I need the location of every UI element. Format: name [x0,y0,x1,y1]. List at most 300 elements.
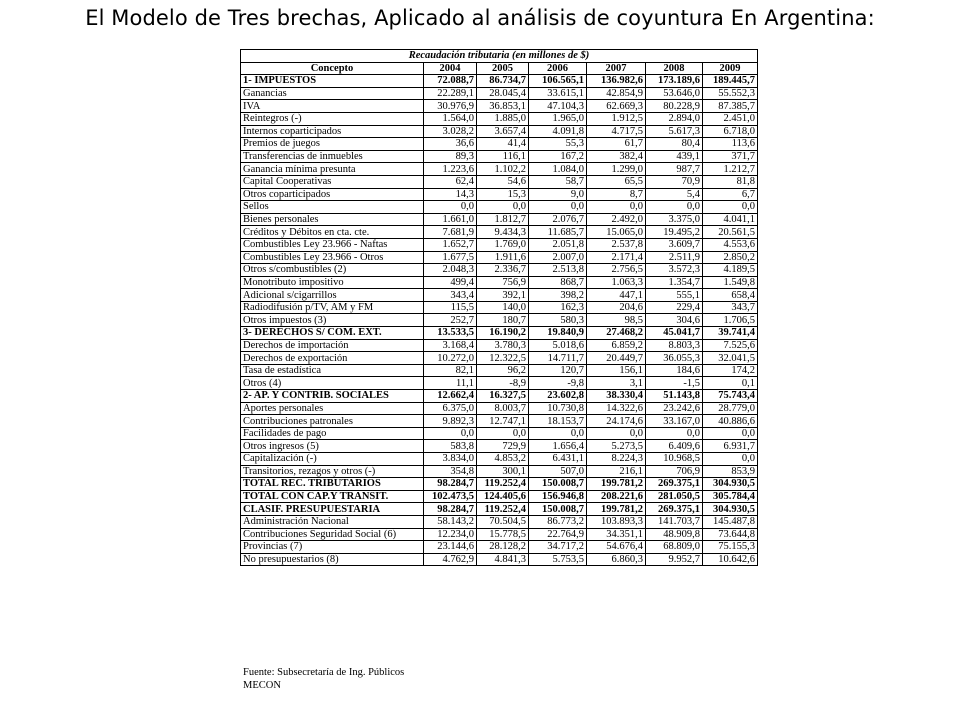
row-label: Capitalización (-) [241,453,424,466]
value-cell: 12.662,4 [424,390,477,403]
row-label: Reintegros (-) [241,112,424,125]
value-cell: 2.051,8 [529,238,587,251]
value-cell: 0,0 [703,201,758,214]
table-row [241,427,758,440]
year-header: 2009 [703,62,758,75]
value-cell: 6.375,0 [424,402,477,415]
value-cell: 40.886,6 [703,415,758,428]
value-cell: 11.685,7 [529,226,587,239]
value-cell: 30.976,9 [424,100,477,113]
value-cell: 98,5 [587,314,646,327]
value-cell: 12.747,1 [477,415,529,428]
value-cell: 3,1 [587,377,646,390]
value-cell: 439,1 [646,150,703,163]
value-cell: 0,0 [529,201,587,214]
value-cell: 14,3 [424,188,477,201]
row-label: Ganancia mínima presunta [241,163,424,176]
row-label: Combustibles Ley 23.966 - Naftas [241,238,424,251]
value-cell: 51.143,8 [646,390,703,403]
value-cell: 62,4 [424,175,477,188]
value-cell: 15.778,5 [477,528,529,541]
value-cell: 5.273,5 [587,440,646,453]
value-cell: 199.781,2 [587,478,646,491]
value-cell: 3.572,3 [646,264,703,277]
value-cell: 116,1 [477,150,529,163]
value-cell: 756,9 [477,276,529,289]
value-cell: 1.769,0 [477,238,529,251]
row-label: 2- AP. Y CONTRIB. SOCIALES [241,390,424,403]
value-cell: 0,0 [477,201,529,214]
value-cell: 1.354,7 [646,276,703,289]
value-cell: 3.834,0 [424,453,477,466]
value-cell: 73.644,8 [703,528,758,541]
value-cell: 75.743,4 [703,390,758,403]
revenue-table [240,49,758,566]
row-label: Internos coparticipados [241,125,424,138]
value-cell: 0,0 [646,427,703,440]
slide-title: El Modelo de Tres brechas, Aplicado al análisis de coyuntura En Argentina: [85,6,875,30]
value-cell: 4.189,5 [703,264,758,277]
value-cell: 300,1 [477,465,529,478]
value-cell: 18.153,7 [529,415,587,428]
table-row [241,465,758,478]
value-cell: 86.773,2 [529,515,587,528]
value-cell: 136.982,6 [587,75,646,88]
year-header: 2008 [646,62,703,75]
table-row [241,289,758,302]
value-cell: 42.854,9 [587,87,646,100]
row-label: Adicional s/cigarrillos [241,289,424,302]
row-label: TOTAL CON CAP.Y TRANSIT. [241,490,424,503]
value-cell: 113,6 [703,138,758,151]
value-cell: 1.706,5 [703,314,758,327]
value-cell: 5,4 [646,188,703,201]
value-cell: 0,0 [703,453,758,466]
value-cell: 868,7 [529,276,587,289]
value-cell: 15,3 [477,188,529,201]
value-cell: 0,0 [646,201,703,214]
value-cell: 36,6 [424,138,477,151]
value-cell: 68.809,0 [646,541,703,554]
value-cell: 0,0 [587,201,646,214]
value-cell: 555,1 [646,289,703,302]
row-label: Monotributo impositivo [241,276,424,289]
value-cell: 9.434,3 [477,226,529,239]
value-cell: 102.473,5 [424,490,477,503]
value-cell: 4.762,9 [424,553,477,566]
table-row [241,364,758,377]
value-cell: 6.431,1 [529,453,587,466]
value-cell: 80,4 [646,138,703,151]
value-cell: 304.930,5 [703,478,758,491]
value-cell: 61,7 [587,138,646,151]
value-cell: 70,9 [646,175,703,188]
value-cell: 1.084,0 [529,163,587,176]
value-cell: 3.657,4 [477,125,529,138]
value-cell: 27.468,2 [587,327,646,340]
value-cell: 3.375,0 [646,213,703,226]
value-cell: 4.853,2 [477,453,529,466]
value-cell: 70.504,5 [477,515,529,528]
value-cell: 2.007,0 [529,251,587,264]
value-cell: 184,6 [646,364,703,377]
year-header: 2004 [424,62,477,75]
value-cell: 343,4 [424,289,477,302]
row-label: Capital Cooperativas [241,175,424,188]
row-label: Sellos [241,201,424,214]
row-label: Créditos y Débitos en cta. cte. [241,226,424,239]
value-cell: 23.144,6 [424,541,477,554]
value-cell: 6,7 [703,188,758,201]
row-label: Otros ingresos (5) [241,440,424,453]
row-label: TOTAL REC. TRIBUTARIOS [241,478,424,491]
value-cell: 304,6 [646,314,703,327]
value-cell: 141.703,7 [646,515,703,528]
row-label: Radiodifusión p/TV, AM y FM [241,301,424,314]
value-cell: 23.242,6 [646,402,703,415]
value-cell: 89,3 [424,150,477,163]
value-cell: 11,1 [424,377,477,390]
value-cell: 269.375,1 [646,503,703,516]
value-cell: 2.451,0 [703,112,758,125]
value-cell: 398,2 [529,289,587,302]
value-cell: 499,4 [424,276,477,289]
value-cell: 3.780,3 [477,339,529,352]
value-cell: 304.930,5 [703,503,758,516]
value-cell: 103.893,3 [587,515,646,528]
value-cell: 124.405,6 [477,490,529,503]
value-cell: 199.781,2 [587,503,646,516]
value-cell: 145.487,8 [703,515,758,528]
value-cell: 7.525,6 [703,339,758,352]
value-cell: 1.885,0 [477,112,529,125]
table-row [241,251,758,264]
value-cell: 6.859,2 [587,339,646,352]
table-row [241,264,758,277]
value-cell: 162,3 [529,301,587,314]
value-cell: 45.041,7 [646,327,703,340]
value-cell: 9.892,3 [424,415,477,428]
value-cell: 3.168,4 [424,339,477,352]
value-cell: 4.717,5 [587,125,646,138]
value-cell: 1.677,5 [424,251,477,264]
row-label: No presupuestarios (8) [241,553,424,566]
value-cell: 32.041,5 [703,352,758,365]
row-label: Otros impuestos (3) [241,314,424,327]
year-header: 2005 [477,62,529,75]
value-cell: 20.449,7 [587,352,646,365]
row-label: Premios de juegos [241,138,424,151]
value-cell: 55,3 [529,138,587,151]
value-cell: 5.617,3 [646,125,703,138]
value-cell: 583,8 [424,440,477,453]
table-row [241,377,758,390]
value-cell: 8.003,7 [477,402,529,415]
value-cell: 174,2 [703,364,758,377]
value-cell: 36.055,3 [646,352,703,365]
row-label: Derechos de importación [241,339,424,352]
value-cell: 4.553,6 [703,238,758,251]
value-cell: 204,6 [587,301,646,314]
value-cell: 36.853,1 [477,100,529,113]
table-row [241,478,758,491]
value-cell: 24.174,6 [587,415,646,428]
value-cell: 8.224,3 [587,453,646,466]
table-row [241,87,758,100]
value-cell: 447,1 [587,289,646,302]
table-row [241,314,758,327]
value-cell: 173.189,6 [646,75,703,88]
row-label: Facilidades de pago [241,427,424,440]
value-cell: 371,7 [703,150,758,163]
value-cell: 580,3 [529,314,587,327]
concept-header: Concepto [241,62,424,75]
value-cell: 2.336,7 [477,264,529,277]
value-cell: 9.952,7 [646,553,703,566]
table-row [241,125,758,138]
value-cell: 55.552,3 [703,87,758,100]
value-cell: 12.234,0 [424,528,477,541]
value-cell: 119.252,4 [477,478,529,491]
table-row [241,112,758,125]
value-cell: 5.018,6 [529,339,587,352]
value-cell: 13.533,5 [424,327,477,340]
row-label: Provincias (7) [241,541,424,554]
row-label: Aportes personales [241,402,424,415]
value-cell: 0,0 [477,427,529,440]
value-cell: 10.968,5 [646,453,703,466]
value-cell: 305.784,4 [703,490,758,503]
value-cell: 96,2 [477,364,529,377]
value-cell: 9,0 [529,188,587,201]
table-row [241,150,758,163]
value-cell: 82,1 [424,364,477,377]
value-cell: 4.041,1 [703,213,758,226]
table-row [241,339,758,352]
value-cell: 2.894,0 [646,112,703,125]
value-cell: 2.756,5 [587,264,646,277]
value-cell: 382,4 [587,150,646,163]
row-label: Transitorios, rezagos y otros (-) [241,465,424,478]
table-row [241,201,758,214]
value-cell: 167,2 [529,150,587,163]
value-cell: 140,0 [477,301,529,314]
value-cell: 269.375,1 [646,478,703,491]
table-row [241,402,758,415]
value-cell: 1.652,7 [424,238,477,251]
value-cell: 1.212,7 [703,163,758,176]
value-cell: 8.803,3 [646,339,703,352]
table-row [241,528,758,541]
value-cell: 38.330,4 [587,390,646,403]
value-cell: 120,7 [529,364,587,377]
table-row [241,415,758,428]
value-cell: 150.008,7 [529,478,587,491]
value-cell: 1.911,6 [477,251,529,264]
table-row [241,238,758,251]
value-cell: 392,1 [477,289,529,302]
value-cell: 208.221,6 [587,490,646,503]
value-cell: 16.190,2 [477,327,529,340]
value-cell: 6.718,0 [703,125,758,138]
value-cell: -9,8 [529,377,587,390]
value-cell: 1.063,3 [587,276,646,289]
table-title: Recaudación tributaria (en millones de $) [241,50,758,63]
year-header: 2007 [587,62,646,75]
value-cell: 2.513,8 [529,264,587,277]
value-cell: 53.646,0 [646,87,703,100]
value-cell: 2.171,4 [587,251,646,264]
row-label: Bienes personales [241,213,424,226]
table-body [241,75,758,566]
value-cell: 5.753,5 [529,553,587,566]
value-cell: 229,4 [646,301,703,314]
value-cell: 2.048,3 [424,264,477,277]
value-cell: 3.028,2 [424,125,477,138]
value-cell: 19.840,9 [529,327,587,340]
value-cell: 72.088,7 [424,75,477,88]
value-cell: 48.909,8 [646,528,703,541]
table-row [241,352,758,365]
value-cell: -8,9 [477,377,529,390]
table-row [241,553,758,566]
table-row [241,490,758,503]
value-cell: 6.860,3 [587,553,646,566]
row-label: Administración Nacional [241,515,424,528]
value-cell: 10.642,6 [703,553,758,566]
table-row [241,390,758,403]
row-label: Otros (4) [241,377,424,390]
value-cell: 8,7 [587,188,646,201]
value-cell: 10.272,0 [424,352,477,365]
value-cell: 10.730,8 [529,402,587,415]
row-label: Otros coparticipados [241,188,424,201]
value-cell: 658,4 [703,289,758,302]
value-cell: 22.289,1 [424,87,477,100]
value-cell: 119.252,4 [477,503,529,516]
value-cell: 39.741,4 [703,327,758,340]
value-cell: 3.609,7 [646,238,703,251]
row-label: CLASIF. PRESUPUESTARIA [241,503,424,516]
value-cell: 1.656,4 [529,440,587,453]
table-row [241,440,758,453]
value-cell: 354,8 [424,465,477,478]
value-cell: 19.495,2 [646,226,703,239]
value-cell: 16.327,5 [477,390,529,403]
value-cell: 507,0 [529,465,587,478]
value-cell: 22.764,9 [529,528,587,541]
value-cell: 2.076,7 [529,213,587,226]
value-cell: 14.322,6 [587,402,646,415]
row-label: 1- IMPUESTOS [241,75,424,88]
value-cell: 281.050,5 [646,490,703,503]
value-cell: 6.409,6 [646,440,703,453]
value-cell: 1.223,6 [424,163,477,176]
table-row [241,138,758,151]
value-cell: 0,0 [424,427,477,440]
value-cell: 33.615,1 [529,87,587,100]
value-cell: 14.711,7 [529,352,587,365]
value-cell: 58.143,2 [424,515,477,528]
value-cell: 853,9 [703,465,758,478]
value-cell: 706,9 [646,465,703,478]
table-row [241,213,758,226]
value-cell: 2.492,0 [587,213,646,226]
value-cell: 12.322,5 [477,352,529,365]
value-cell: 987,7 [646,163,703,176]
value-cell: 0,1 [703,377,758,390]
value-cell: 2.850,2 [703,251,758,264]
value-cell: 34.717,2 [529,541,587,554]
value-cell: -1,5 [646,377,703,390]
value-cell: 150.008,7 [529,503,587,516]
value-cell: 98.284,7 [424,503,477,516]
table-row [241,541,758,554]
value-cell: 180,7 [477,314,529,327]
row-label: Ganancias [241,87,424,100]
row-label: IVA [241,100,424,113]
value-cell: 729,9 [477,440,529,453]
row-label: 3- DERECHOS S/ COM. EXT. [241,327,424,340]
table-row [241,515,758,528]
value-cell: 75.155,3 [703,541,758,554]
row-label: Otros s/combustibles (2) [241,264,424,277]
table-row [241,226,758,239]
row-label: Contribuciones patronales [241,415,424,428]
value-cell: 4.841,3 [477,553,529,566]
value-cell: 28.779,0 [703,402,758,415]
value-cell: 65,5 [587,175,646,188]
value-cell: 1.912,5 [587,112,646,125]
value-cell: 33.167,0 [646,415,703,428]
table-row [241,453,758,466]
value-cell: 2.537,8 [587,238,646,251]
revenue-table-container [240,49,758,566]
value-cell: 87.385,7 [703,100,758,113]
value-cell: 156.946,8 [529,490,587,503]
value-cell: 0,0 [424,201,477,214]
source-line: Fuente: Subsecretaría de Ing. Públicos [243,667,405,678]
value-cell: 15.065,0 [587,226,646,239]
value-cell: 156,1 [587,364,646,377]
table-row [241,503,758,516]
value-cell: 189.445,7 [703,75,758,88]
value-cell: 34.351,1 [587,528,646,541]
value-cell: 6.931,7 [703,440,758,453]
value-cell: 252,7 [424,314,477,327]
value-cell: 1.549,8 [703,276,758,289]
value-cell: 86.734,7 [477,75,529,88]
table-row [241,175,758,188]
value-cell: 1.299,0 [587,163,646,176]
value-cell: 115,5 [424,301,477,314]
row-label: Contribuciones Seguridad Social (6) [241,528,424,541]
value-cell: 98.284,7 [424,478,477,491]
table-row [241,75,758,88]
row-label: Derechos de exportación [241,352,424,365]
value-cell: 343,7 [703,301,758,314]
value-cell: 1.564,0 [424,112,477,125]
value-cell: 216,1 [587,465,646,478]
value-cell: 28.045,4 [477,87,529,100]
value-cell: 41,4 [477,138,529,151]
source-line: MECON [243,680,281,691]
value-cell: 28.128,2 [477,541,529,554]
table-row [241,301,758,314]
source-note [243,666,404,692]
value-cell: 80.228,9 [646,100,703,113]
value-cell: 2.511,9 [646,251,703,264]
